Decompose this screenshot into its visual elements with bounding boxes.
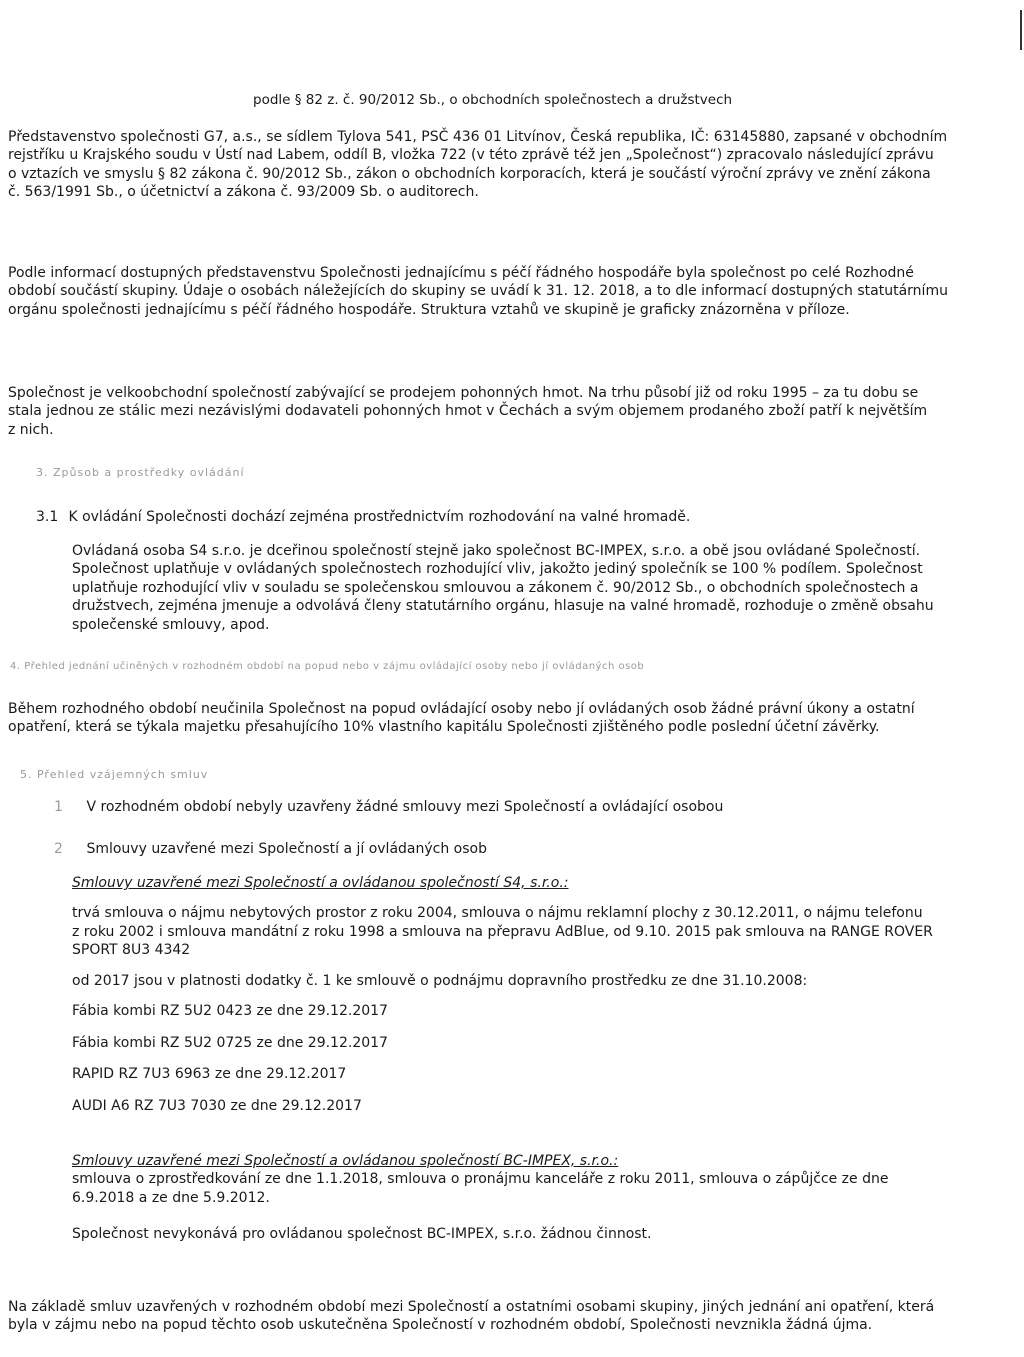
bc-note: Společnost nevykonává pro ovládanou společnost BC-IMPEX, s.r.o. žádnou činnost. <box>72 1226 652 1243</box>
text-line: SPORT 8U3 4342 <box>72 942 191 959</box>
faded-heading-4: 4. Přehled jednání učiněných v rozhodném období na popud nebo v zájmu ovládající osoby nebo jí ovládaných osob <box>10 661 645 672</box>
item-text: V rozhodném období nebyly uzavřeny žádné smlouvy mezi Společností a ovládající osobou <box>86 799 724 815</box>
item-3-1 <box>36 508 690 526</box>
item-text: K ovládání Společnosti dochází zejména prostřednictvím rozhodování na valné hromadě. <box>68 509 691 525</box>
closing-paragraph <box>8 1298 963 1335</box>
text-line: č. 563/1991 Sb., o účetnictví a zákona č. 93/2009 Sb. o auditorech. <box>8 184 479 201</box>
vehicle-item: Fábia kombi RZ 5U2 0423 ze dne 29.12.2017 <box>72 1003 388 1020</box>
page-subtitle: podle § 82 z. č. 90/2012 Sb., o obchodních společnostech a družstvech <box>253 92 733 108</box>
text-line: Podle informací dostupných představenstvu Společnosti jednajícímu s péčí řádného hospodáře byla společnost po celé Rozhodné <box>8 265 914 281</box>
text-line: orgánu společnosti jednajícímu s péčí řádného hospodáře. Struktura vztahů ve skupině je graficky znázorněna v příloze. <box>8 301 850 318</box>
s4-contracts <box>72 874 972 1115</box>
bc-impex-contracts <box>72 1152 972 1244</box>
text-line: Ovládaná osoba S4 s.r.o. je dceřinou společností stejně jako společnost BC-IMPEX, s.r.o. a obě jsou ovládané Společností. <box>72 543 921 559</box>
item-text: Smlouvy uzavřené mezi Společností a jí ovládaných osob <box>86 841 487 857</box>
text-line: stala jednou ze stálic mezi nezávislými dodavateli pohonných hmot v Čechách a svým objemem prodaného zboží patří k největším <box>8 403 928 420</box>
text-line: družstvech, zejména jmenuje a odvolává členy statutárního orgánu, hlasuje na valné hromadě, rozhoduje o změně obsahu <box>72 598 934 615</box>
text-line: rejstříku u Krajského soudu v Ústí nad Labem, oddíl B, vložka 722 (v této zprávě též jen „Společnost“) zpracovalo následující zprávu <box>8 147 934 164</box>
transactions-paragraph <box>8 700 963 737</box>
text-line: byla v zájmu nebo na popud těchto osob uskutečněna Společností v rozhodném období, Společnosti nevznikla žádná újma. <box>8 1317 873 1334</box>
scan-edge-mark <box>1020 10 1022 50</box>
item-number: 2 <box>54 841 64 857</box>
text-line: smlouva o zprostředkování ze dne 1.1.2018, smlouva o pronájmu kanceláře z roku 2011, smlouva o zápůjčce ze dne <box>72 1171 889 1188</box>
item-5-1 <box>54 798 723 816</box>
control-paragraph <box>72 542 972 634</box>
amendments-intro: od 2017 jsou v platnosti dodatky č. 1 ke smlouvě o podnájmu dopravního prostředku ze dne 31.10.2008: <box>72 972 808 989</box>
text-line: období součástí skupiny. Údaje o osobách náležejících do skupiny se uvádí k 31. 12. 2018, a to dle informací dostupných statutárnímu <box>8 283 948 300</box>
text-line: z nich. <box>8 421 54 438</box>
text-line: o vztazích ve smyslu § 82 zákona č. 90/2012 Sb., zákon o obchodních korporacích, která je součástí výroční zprávy ve znění zákona <box>8 165 931 182</box>
text-line: trvá smlouva o nájmu nebytových prostor z roku 2004, smlouva o nájmu reklamní plochy z 30.12.2011, o nájmu telefonu <box>72 905 923 922</box>
vehicle-item: AUDI A6 RZ 7U3 7030 ze dne 29.12.2017 <box>72 1097 362 1114</box>
text-line: Společnost je velkoobchodní společností zabývající se prodejem pohonných hmot. Na trhu působí již od roku 1995 – za tu dobu se <box>8 385 919 401</box>
text-line: opatření, která se týkala majetku přesahujícího 10% vlastního kapitálu Společnosti zjištěného podle poslední účetní závěrky. <box>8 719 880 736</box>
vehicle-item: Fábia kombi RZ 5U2 0725 ze dne 29.12.2017 <box>72 1034 388 1051</box>
item-number: 1 <box>54 799 64 815</box>
text-line: Na základě smluv uzavřených v rozhodném období mezi Společností a ostatními osobami skupiny, jiných jednání ani opatření, která <box>8 1299 935 1315</box>
s4-heading: Smlouvy uzavřené mezi Společností a ovládanou společností S4, s.r.o.: <box>72 875 569 891</box>
bc-heading: Smlouvy uzavřené mezi Společností a ovládanou společností BC-IMPEX, s.r.o.: <box>72 1153 619 1169</box>
text-line: Během rozhodného období neučinila Společnost na popud ovládající osoby nebo jí ovládaných osob žádné právní úkony a ostatní <box>8 701 915 717</box>
group-paragraph <box>8 264 963 319</box>
intro-paragraph <box>8 128 963 202</box>
item-5-2 <box>54 840 487 858</box>
text-line: z roku 2002 i smlouva mandátní z roku 1998 a smlouva na přepravu AdBlue, od 9.10. 2015 pak smlouva na RANGE ROVER <box>72 923 933 940</box>
faded-heading-3: 3. Způsob a prostředky ovládání <box>36 466 245 479</box>
vehicle-item: RAPID RZ 7U3 6963 ze dne 29.12.2017 <box>72 1066 347 1083</box>
item-number: 3.1 <box>36 509 59 525</box>
text-line: společenské smlouvy, apod. <box>72 616 270 633</box>
company-paragraph <box>8 384 963 439</box>
text-line: Představenstvo společnosti G7, a.s., se sídlem Tylova 541, PSČ 436 01 Litvínov, Česká republika, IČ: 63145880, zapsané v obchodním <box>8 129 948 145</box>
text-line: uplatňuje rozhodující vliv v souladu se společenskou smlouvou a zákonem č. 90/2012 Sb., o obchodních společnostech a <box>72 579 919 596</box>
text-line: 6.9.2018 a ze dne 5.9.2012. <box>72 1189 270 1206</box>
faded-heading-5: 5. Přehled vzájemných smluv <box>20 768 209 781</box>
text-line: Společnost uplatňuje v ovládaných společnostech rozhodující vliv, jakožto jediný společník se 100 % podílem. Společnost <box>72 561 923 578</box>
